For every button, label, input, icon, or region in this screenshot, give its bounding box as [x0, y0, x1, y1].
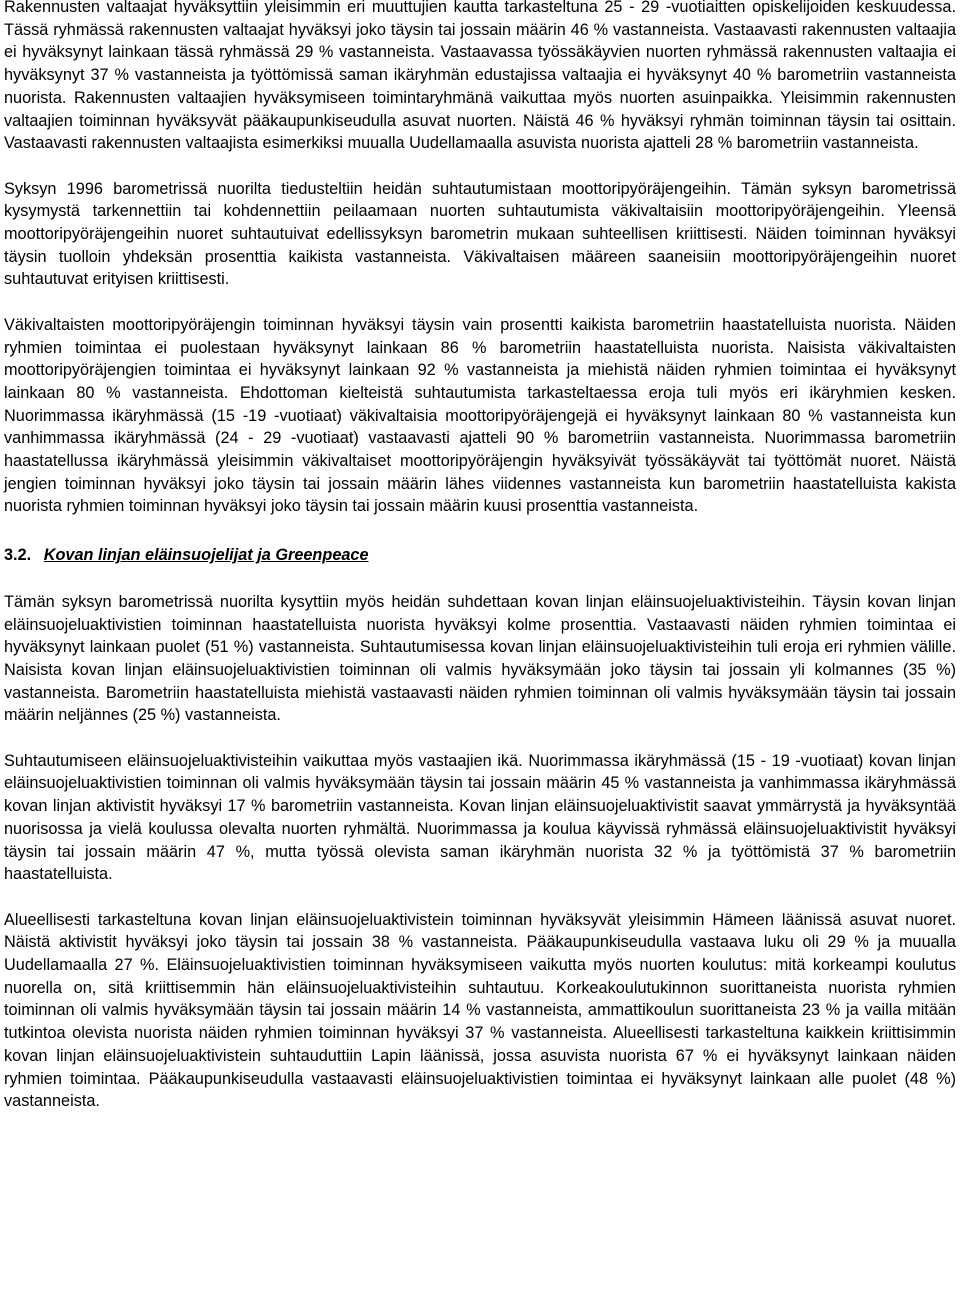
section-number: 3.2.	[4, 546, 32, 565]
paragraph: Tämän syksyn barometrissä nuorilta kysyttiin myös heidän suhdettaan kovan linjan eläinsuojeluaktivisteihin. Täysin kovan linjan eläinsuojeluaktivistien toiminnan haastatelluista nuorista hyväksyi kolme prosenttia. Vastaavasti näiden ryhmien toimintaa ei hyväksynyt lainkaan puolet (51 %) vastanneista. Suhtautumisessa kovan linjan eläinsuojeluaktivisteihin tuli eroja eri ryhmien välille. Naisista kovan linjan eläinsuojeluaktivistien toiminnan oli valmis hyväksymään joko täysin tai jossain yli kolmannes (35 %) vastanneista. Barometriin haastatelluista miehistä vastaavasti näiden ryhmien toiminnan oli valmis hyväksymään täysin tai jossain määrin neljännes (25 %) vastanneista.	[4, 592, 956, 725]
paragraph: Alueellisesti tarkasteltuna kovan linjan eläinsuojeluaktivistein toiminnan hyväksyvät yleisimmin Hämeen läänissä asuvat nuoret. Näistä aktivistit hyväksyi joko täysin tai jossain 38 % vastanneista. Pääkaupunkiseudulla vastaava luku oli 29 % ja muualla Uudellamaalla 27 %. Eläinsuojeluaktivistien toiminnan hyväksymiseen vaikutta myös nuorten koulutus: mitä korkeampi koulutus nuorella on, sitä kriittisemmin hän eläinsuojeluaktivisteihin suhtautuu. Korkeakoulutukinnon suorittaneista nuorista ryhmien toiminnan oli valmis hyväksymään täysin tai jossain määrin 14 % vastanneista, ammattikoulun suorittaneista 23 % ja vailla mitään tutkintoa olevista nuorista näiden ryhmien toiminnan hyväksyi 37 % vastanneista. Alueellisesti tarkasteltuna kaikkein kriittisimmin kovan linjan eläinsuojeluaktivistein suhtauduttiin Lapin läänissä, jossa asuvista nuorista 67 % ei hyväksynyt lainkaan näiden ryhmien toimintaa. Pääkaupunkiseudulla vastaavasti eläinsuojeluaktivistien toimintaa ei hyväksynyt lainkaan alle puolet (48 %) vastanneista.	[4, 910, 956, 1111]
section-heading	[4, 544, 956, 567]
paragraph: Rakennusten valtaajat hyväksyttiin yleisimmin eri muuttujien kautta tarkasteltuna 25 - 29 -vuotiaitten opiskelijoiden keskuudessa. Tässä ryhmässä rakennusten valtaajat hyväksyi joko täysin tai jossain määrin 46 % vastanneista. Vastaavasti rakennusten valtaajia ei hyväksynyt lainkaan tässä ryhmässä 29 % vastanneista. Vastaavassa työssäkäyvien nuorten ryhmässä rakennusten valtaajia ei hyväksynyt 37 % vastanneista ja työttömissä saman ikäryhmän edustajissa valtaajia ei hyväksynyt 40 % barometriin vastanneista nuorista. Rakennusten valtaajien hyväksymiseen toimintaryhmänä vaikuttaa myös nuorten asuinpaikka. Yleisimmin rakennusten valtaajien toiminnan hyväksyvät pääkaupunkiseudulla asuvat nuorten. Näistä 46 % hyväksyi ryhmän toiminnan täysin tai osittain. Vastaavasti rakennusten valtaajista esimerkiksi muualla Uudellamaalla asuvista nuorista ajatteli 28 % barometriin vastanneista.	[4, 0, 956, 153]
paragraph: Suhtautumiseen eläinsuojeluaktivisteihin vaikuttaa myös vastaajien ikä. Nuorimmassa ikäryhmässä (15 - 19 -vuotiaat) kovan linjan eläinsuojeluaktivistien toiminnan oli valmis hyväksymään täysin tai jossain määrin 45 % vastanneista ja vanhimmassa ikäryhmässä kovan linjan aktivistit hyväksyi 17 % barometriin vastanneista. Kovan linjan eläinsuojeluaktivistit saavat ymmärrystä ja hyväksyntää nuorisossa ja vielä koulussa olevalta nuorten ryhmältä. Nuorimmassa ja koulua käyvissä ryhmässä eläinsuojeluaktivistit hyväksyi täysin tai jossain määrin 47 %, mutta työssä olevista saman ikäryhmän nuorista 32 % ja työttömistä 37 % barometriin haastatelluista.	[4, 751, 956, 884]
paragraph: Väkivaltaisten moottoripyöräjengin toiminnan hyväksyi täysin vain prosentti kaikista barometriin haastatelluista nuorista. Näiden ryhmien toimintaa ei puolestaan hyväksynyt lainkaan 86 % barometriin haastatelluista nuorista. Naisista väkivaltaisten moottoripyöräjengien toimintaa ei hyväksynyt lainkaan 92 % vastanneista ja miehistä näiden ryhmien toimintaa ei hyväksynyt lainkaan 80 % vastanneista. Ehdottoman kielteistä suhtautumista tarkasteltaessa eroja tuli myös eri ikäryhmien kesken. Nuorimmassa ikäryhmässä (15 -19 -vuotiaat) väkivaltaisia moottoripyöräjengejä ei hyväksynyt lainkaan 80 % vastanneista kun vanhimmassa ikäryhmässä (24 - 29 -vuotiaat) vastaavasti ajatteli 90 % barometriin vastanneista. Nuorimmassa barometriin haastatellussa ikäryhmässä yleisimmin väkivaltaiset moottoripyöräjengin hyväksyivät työssäkäyvät tai työttömät nuoret. Näistä jengien toiminnan hyväksyi joko täysin tai jossain määrin lähes viidennes vastanneista kun barometriin haastatelluista kakista nuorista ryhmien toiminnan hyväksyi joko täysin tai jossain määrin kuusi prosenttia vastanneista.	[4, 315, 956, 516]
paragraph: Syksyn 1996 barometrissä nuorilta tiedusteltiin heidän suhtautumistaan moottoripyöräjengeihin. Tämän syksyn barometrissä kysymystä tarkennettiin tai kohdennettiin peilaamaan nuorten suhtautumista väkivaltaisiin moottoripyöräjengeihin. Yleensä moottoripyöräjengeihin nuoret suhtautuivat edellissyksyn barometrin mukaan suhteellisen kriittisesti. Näiden toiminnan hyväksyi täysin tuolloin yhdeksän prosenttia kaikista vastanneista. Väkivaltaisen määreen saaneisiin moottoripyöräjengeihin nuoret suhtautuvat erityisen kriittisesti.	[4, 179, 956, 289]
section-title: Kovan linjan eläinsuojelijat ja Greenpeace	[43, 546, 369, 565]
